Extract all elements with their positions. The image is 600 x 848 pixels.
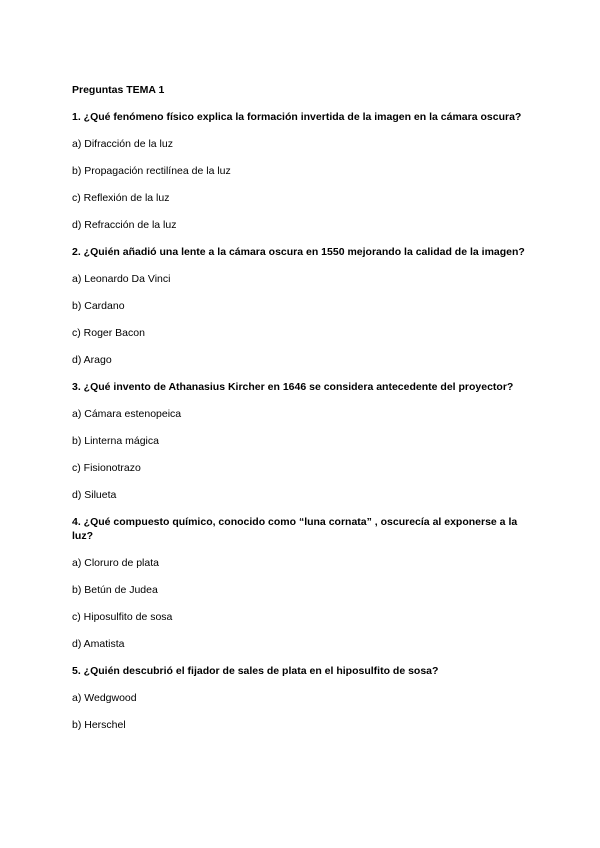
answer-option: d) Refracción de la luz xyxy=(72,219,177,231)
answer-option: b) Cardano xyxy=(72,300,125,312)
answer-option: c) Reflexión de la luz xyxy=(72,192,170,204)
answer-option: c) Roger Bacon xyxy=(72,327,145,339)
answer-option: a) Cámara estenopeica xyxy=(72,408,182,420)
question-text: 3. ¿Qué invento de Athanasius Kircher en 1646 se considera antecedente del proyector? xyxy=(72,381,514,393)
document-title: Preguntas TEMA 1 xyxy=(72,84,165,96)
answer-option: a) Leonardo Da Vinci xyxy=(72,273,171,285)
answer-option: b) Propagación rectilínea de la luz xyxy=(72,165,231,177)
answer-option: a) Wedgwood xyxy=(72,692,137,704)
answer-option: b) Linterna mágica xyxy=(72,435,159,447)
answer-option: a) Cloruro de plata xyxy=(72,557,159,569)
question-block-4 xyxy=(72,515,532,651)
answer-option: c) Hiposulfito de sosa xyxy=(72,611,173,623)
question-text: 5. ¿Quién descubrió el fijador de sales de plata en el hiposulfito de sosa? xyxy=(72,665,439,677)
document-page xyxy=(72,83,532,745)
answer-option: b) Herschel xyxy=(72,719,126,731)
answer-option: d) Amatista xyxy=(72,638,125,650)
question-text: 4. ¿Qué compuesto químico, conocido como “luna cornata” , oscurecía al exponerse a la luz? xyxy=(72,516,518,542)
question-block-5 xyxy=(72,664,532,732)
question-block-1 xyxy=(72,110,532,232)
question-block-3 xyxy=(72,380,532,502)
answer-option: a) Difracción de la luz xyxy=(72,138,173,150)
question-block-2 xyxy=(72,245,532,367)
answer-option: b) Betún de Judea xyxy=(72,584,158,596)
question-text: 1. ¿Qué fenómeno físico explica la formación invertida de la imagen en la cámara oscura? xyxy=(72,111,522,123)
answer-option: c) Fisionotrazo xyxy=(72,462,141,474)
question-text: 2. ¿Quién añadió una lente a la cámara oscura en 1550 mejorando la calidad de la imagen? xyxy=(72,246,525,258)
answer-option: d) Arago xyxy=(72,354,112,366)
answer-option: d) Silueta xyxy=(72,489,117,501)
